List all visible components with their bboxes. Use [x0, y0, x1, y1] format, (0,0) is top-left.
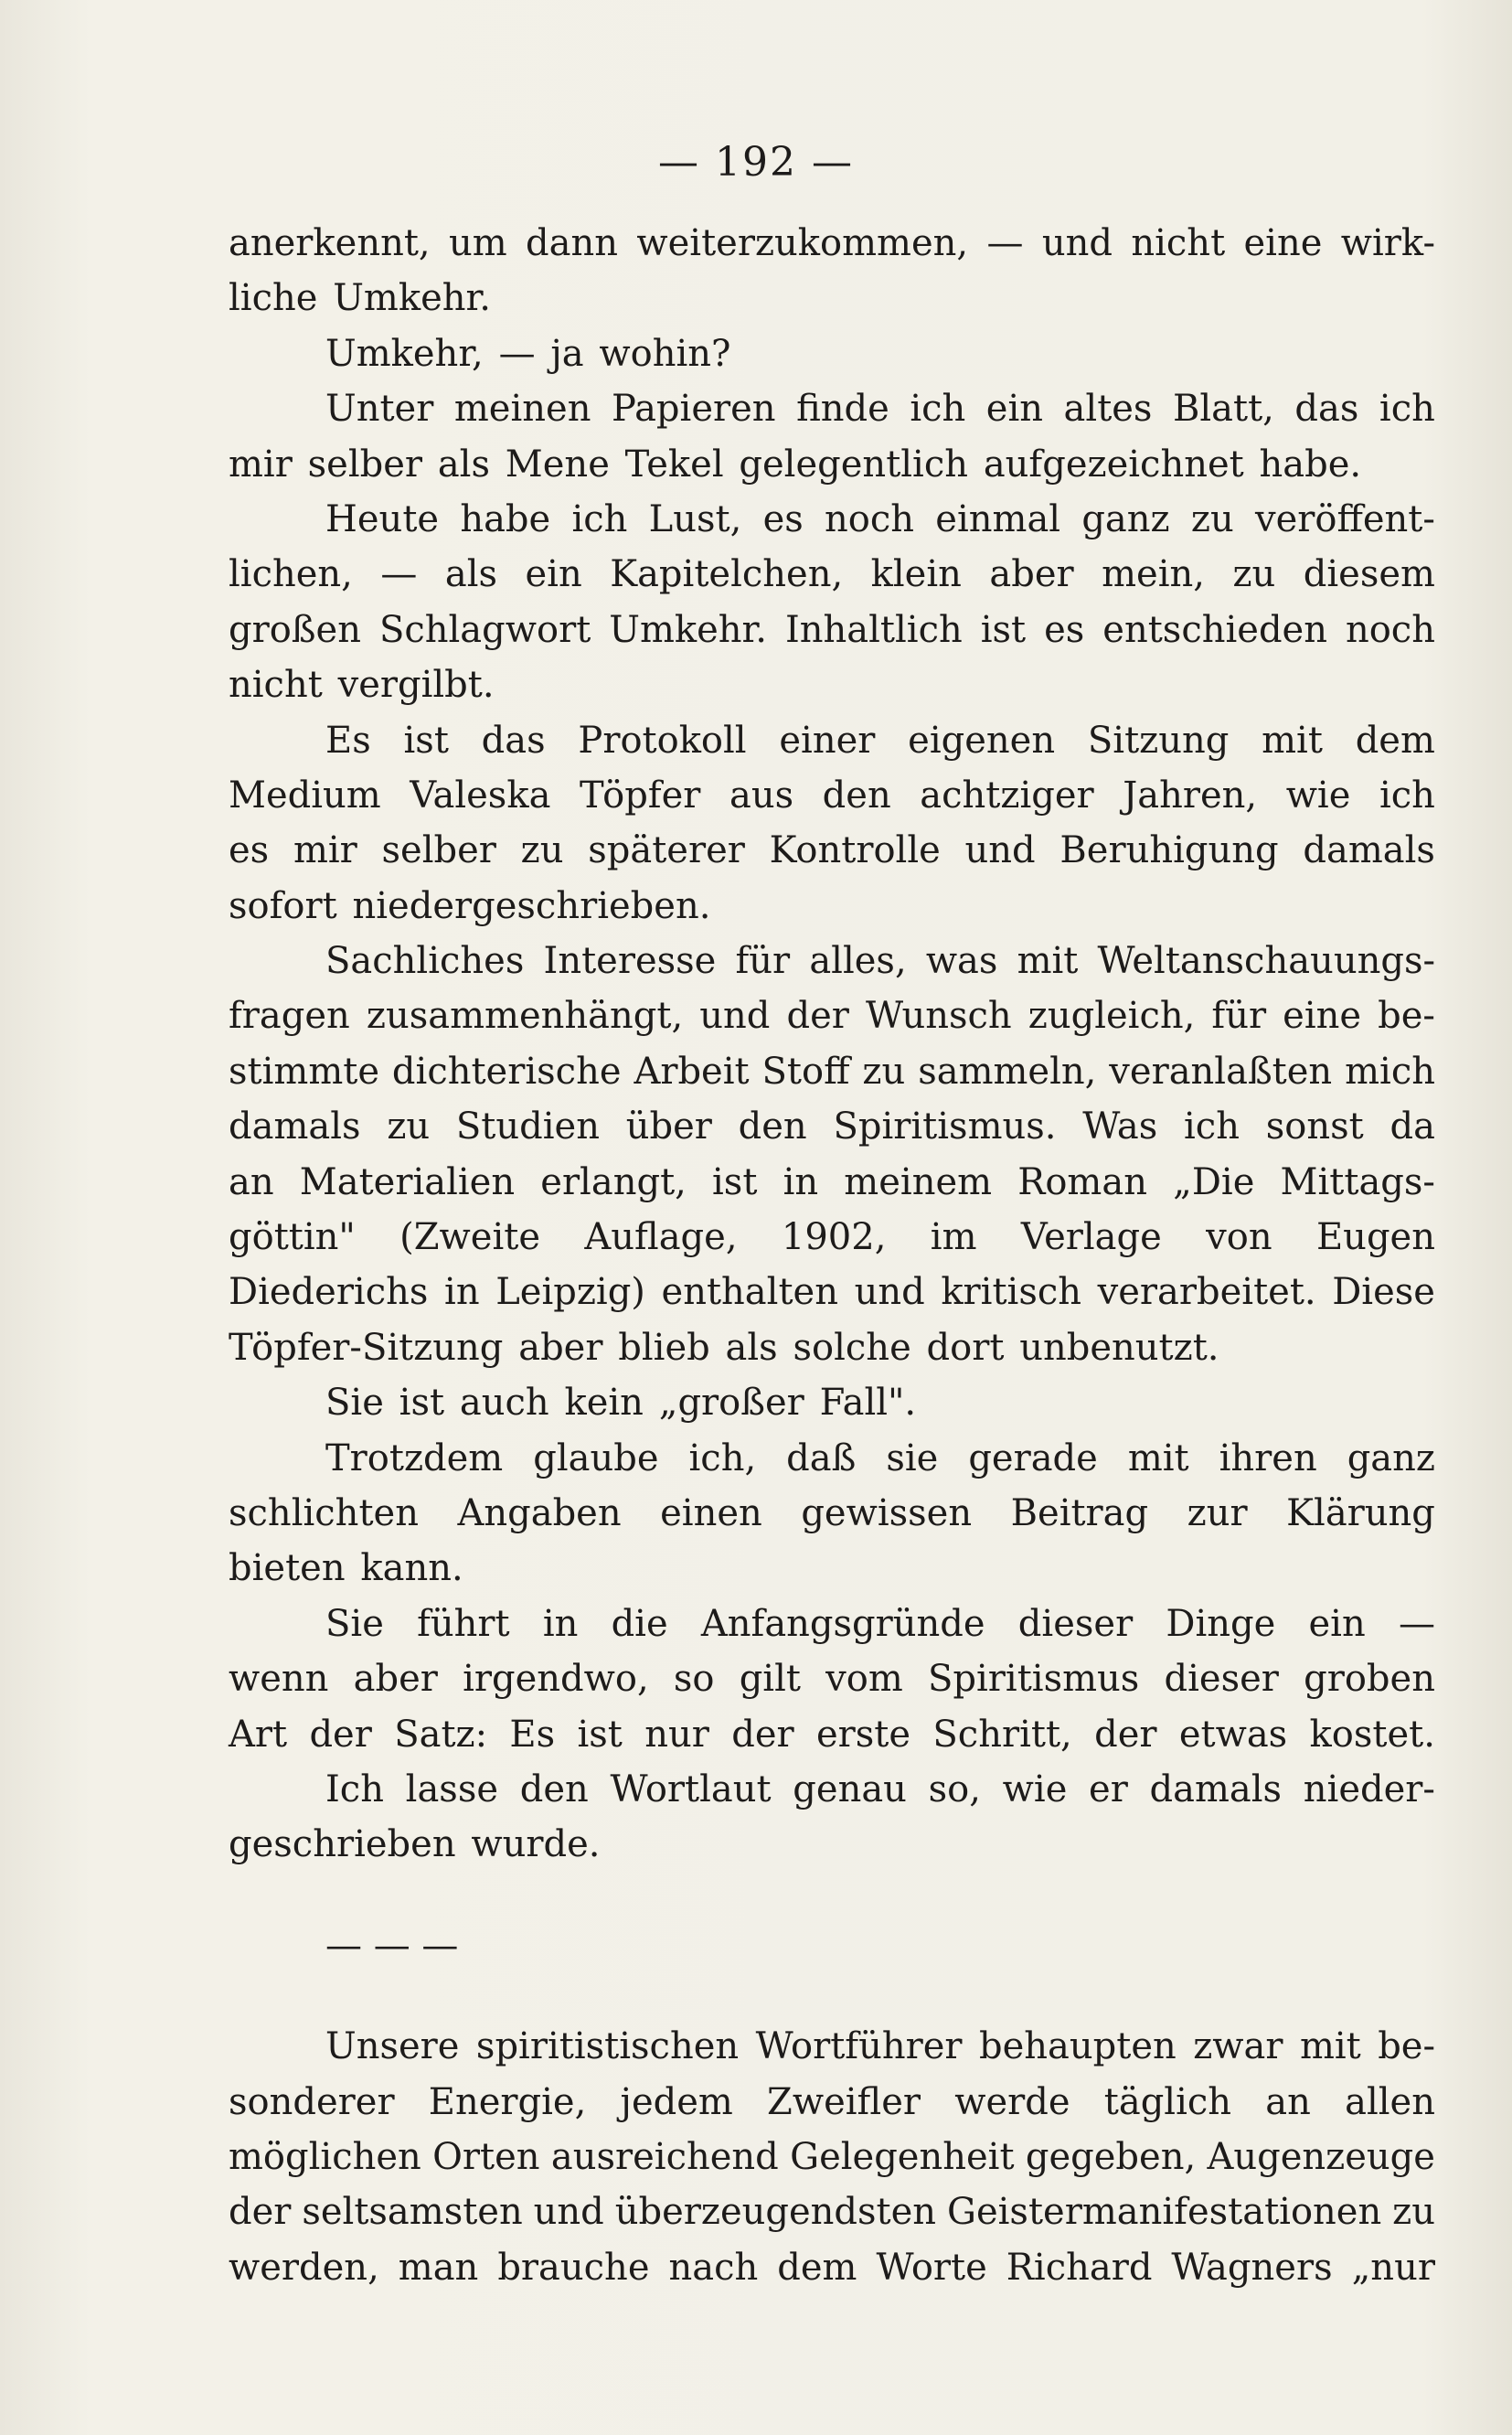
text-line: sofort niedergeschrieben. — [229, 884, 711, 927]
text-line: Sie ist auch kein „großer Fall". — [325, 1382, 917, 1425]
text-line: Heute habe ich Lust, es noch einmal ganz zu veröffent- — [325, 497, 1435, 540]
text-line: Unter meinen Papieren finde ich ein altes Blatt, das ich — [325, 388, 1435, 431]
text-line: wenn aber irgendwo, so gilt vom Spiritismus dieser groben — [229, 1658, 1435, 1701]
text-line: Art der Satz: Es ist nur der erste Schritt, der etwas kostet. — [229, 1713, 1435, 1756]
text-line: Trotzdem glaube ich, daß sie gerade mit ihren ganz — [325, 1436, 1435, 1479]
text-line: Es ist das Protokoll einer eigenen Sitzung mit dem — [325, 719, 1435, 762]
text-line: damals zu Studien über den Spiritismus. Was ich sonst da — [229, 1105, 1435, 1148]
section-separator: — — — — [325, 1924, 459, 1967]
text-line: Unsere spiritistischen Wortführer behaupten zwar mit be- — [325, 2025, 1435, 2068]
body-text — [229, 216, 1435, 2295]
text-line: der seltsamsten und überzeugendsten Geistermanifestationen zu — [229, 2191, 1435, 2234]
text-line: schlichten Angaben einen gewissen Beitrag zur Klärung — [229, 1491, 1435, 1534]
text-line: Ich lasse den Wortlaut genau so, wie er damals nieder- — [325, 1768, 1435, 1810]
text-line: Sachliches Interesse für alles, was mit Weltanschauungs- — [325, 940, 1435, 983]
text-line: Medium Valeska Töpfer aus den achtziger Jahren, wie ich — [229, 774, 1435, 817]
text-line: nicht vergilbt. — [229, 664, 495, 707]
text-line: Sie führt in die Anfangsgründe dieser Dinge ein — — [325, 1602, 1435, 1645]
text-lines-before-separator — [229, 216, 1435, 1873]
text-line: liche Umkehr. — [229, 277, 491, 320]
text-line: es mir selber zu späterer Kontrolle und Beruhigung damals — [229, 829, 1435, 872]
text-lines-after-separator — [229, 2019, 1435, 2295]
text-line: möglichen Orten ausreichend Gelegenheit gegeben, Augenzeuge — [229, 2135, 1435, 2178]
text-line: mir selber als Mene Tekel gelegentlich aufgezeichnet habe. — [229, 443, 1362, 486]
text-line: sonderer Energie, jedem Zweifler werde täglich an allen — [229, 2080, 1435, 2123]
separator-gap-top — [229, 1873, 1435, 1918]
text-line: Diederichs in Leipzig) enthalten und kritisch verarbeitet. Diese — [229, 1271, 1435, 1314]
text-line: stimmte dichterische Arbeit Stoff zu sammeln, veranlaßten mich — [229, 1050, 1435, 1093]
text-line: Umkehr, — ja wohin? — [325, 332, 731, 375]
separator-gap-bottom — [229, 1973, 1435, 2019]
text-line: bieten kann. — [229, 1547, 463, 1590]
text-line: geschrieben wurde. — [229, 1823, 601, 1866]
text-line: Töpfer-Sitzung aber blieb als solche dort unbenutzt. — [229, 1326, 1219, 1369]
text-line: anerkennt, um dann weiterzukommen, — und nicht eine wirk- — [229, 222, 1435, 264]
page-number: — 192 — — [658, 139, 854, 186]
text-line: an Materialien erlangt, ist in meinem Roman „Die Mittags- — [229, 1160, 1435, 1203]
text-line: großen Schlagwort Umkehr. Inhaltlich ist es entschieden noch — [229, 608, 1435, 651]
text-line: göttin" (Zweite Auflage, 1902, im Verlage von Eugen — [229, 1216, 1435, 1259]
text-line: fragen zusammenhängt, und der Wunsch zugleich, für eine be- — [229, 995, 1435, 1038]
text-line: werden, man brauche nach dem Worte Richard Wagners „nur — [229, 2246, 1435, 2289]
text-line: lichen, — als ein Kapitelchen, klein aber mein, zu diesem — [229, 553, 1435, 596]
